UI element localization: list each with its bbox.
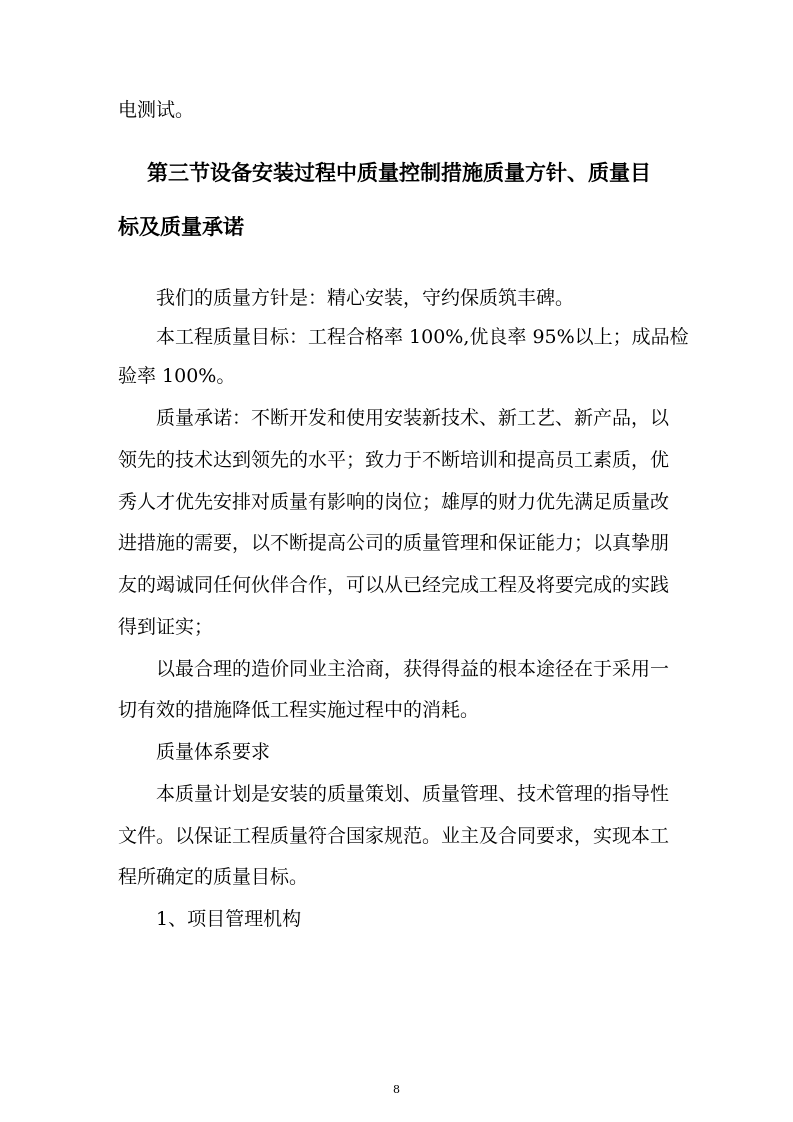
section-heading-line-2: 标及质量承诺 [118,215,244,239]
text-line: 质量承诺：不断开发和使用安装新技术、新工艺、新产品，以 [156,407,670,429]
text-line: 本质量计划是安装的质量策划、质量管理、技术管理的指导性 [156,783,670,805]
text-line: 切有效的措施降低工程实施过程中的消耗。 [118,699,480,721]
text-line: 我们的质量方针是：精心安装，守约保质筑丰碑。 [156,287,575,309]
text-line: 验率 100%。 [118,365,236,387]
text-line: 进措施的需要，以不断提高公司的质量管理和保证能力；以真挚朋 [118,532,670,554]
text-line: 以最合理的造价同业主洽商，获得得益的根本途径在于采用一 [156,658,670,680]
text-line: 领先的技术达到领先的水平；致力于不断培训和提高员工素质，优 [118,449,670,471]
text-line: 友的竭诚同任何伙伴合作，可以从已经完成工程及将要完成的实践 [118,574,670,596]
list-item-heading: 1、项目管理机构 [156,908,302,930]
text-line: 本工程质量目标：工程合格率 100%,优良率 95%以上；成品检 [156,326,689,348]
section-heading-line-1: 第三节设备安装过程中质量控制措施质量方针、质量目 [147,161,651,185]
subheading-line: 质量体系要求 [156,741,271,763]
text-line: 文件。以保证工程质量符合国家规范。业主及合同要求，实现本工 [118,825,670,847]
text-line: 得到证实； [118,616,214,638]
page-number: 8 [393,1083,400,1096]
text-line: 秀人才优先安排对质量有影响的岗位；雄厚的财力优先满足质量改 [118,491,670,513]
text-line: 程所确定的质量目标。 [118,866,309,888]
text-line: 电测试。 [118,99,195,121]
